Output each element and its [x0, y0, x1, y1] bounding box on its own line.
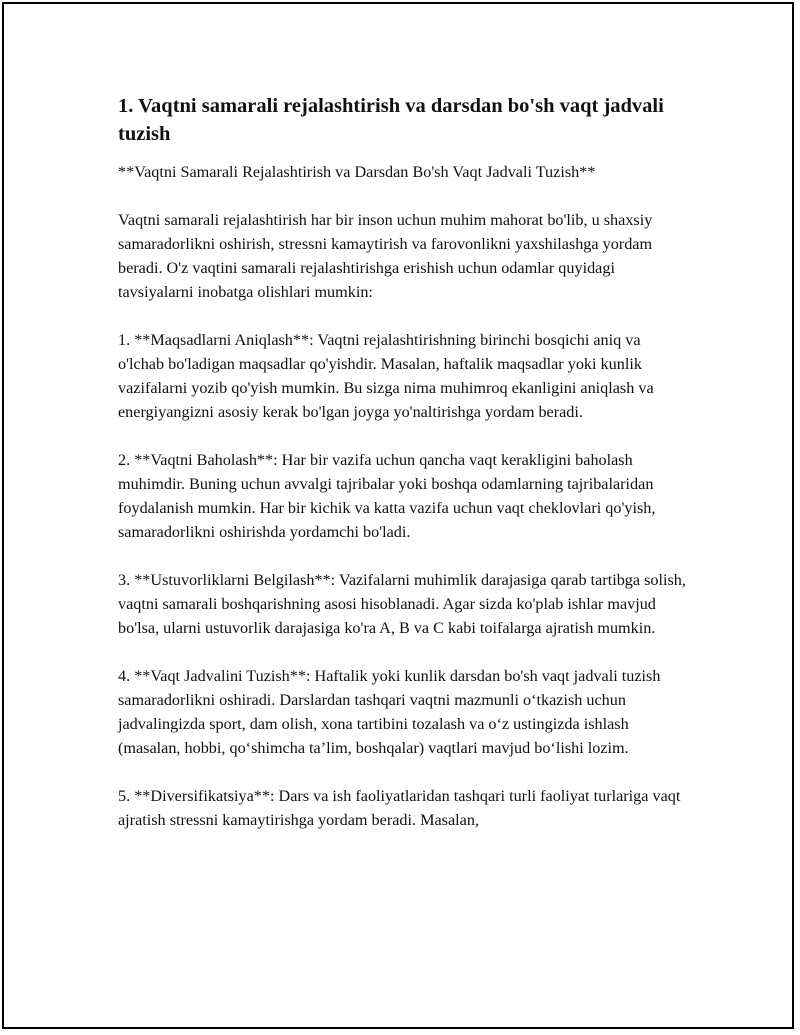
paragraph-diversifikatsiya: 5. **Diversifikatsiya**: Dars va ish faoliyatlaridan tashqari turli faoliyat turlariga vaqt ajratish stressni kamaytirishga yordam beradi. Masalan, [118, 787, 681, 829]
paragraph-vaqtni-baholash: 2. **Vaqtni Baholash**: Har bir vazifa uchun qancha vaqt kerakligini baholash muhimdir. Buning uchun avvalgi tajribalar yoki boshqa odamlarning tajribalaridan foydalanish mumkin. Har bir kichik va katta vazifa uchun vaqt cheklovlari qo'yish, samaradorlikni oshirishda yordamchi bo'ladi. [118, 451, 656, 541]
document-title: 1. Vaqtni samarali rejalashtirish va darsdan bo'sh vaqt jadvali tuzish [118, 95, 664, 145]
paragraph-ustuvorliklarni-belgilash: 3. **Ustuvorliklarni Belgilash**: Vazifalarni muhimlik darajasiga qarab tartibga solish, vaqtni samarali boshqarishning asosi hisoblanadi. Agar sizda ko'plab ishlar mavjud bo'lsa, ularni ustuvorlik darajasiga ko'ra A, B va C kabi toifalarga ajratish mumkin. [118, 571, 686, 637]
paragraph-vaqt-jadvalini-tuzish: 4. **Vaqt Jadvalini Tuzish**: Haftalik yoki kunlik darsdan bo'sh vaqt jadvali tuzish samaradorlikni oshiradi. Darslardan tashqari vaqtni mazmunli o‘tkazish uchun jadvalingizda sport, dam olish, xona tartibini tozalash va o‘z ustingizda ishlash (masalan, hobbi, qo‘shimcha ta’lim, boshqalar) vaqtlari mavjud bo‘lishi lozim. [118, 667, 661, 757]
paragraph-maqsadlarni-aniqlash: 1. **Maqsadlarni Aniqlash**: Vaqtni rejalashtirishning birinchi bosqichi aniq va o'lchab bo'ladigan maqsadlar qo'yishdir. Masalan, haftalik maqsadlar yoki kunlik vazifalarni yozib qo'yish mumkin. Bu sizga nima muhimroq ekanligini aniqlash va energiyangizni asosiy kerak bo'lgan joyga yo'naltirishga yordam beradi. [118, 331, 654, 421]
document-subtitle: **Vaqtni Samarali Rejalashtirish va Darsdan Bo'sh Vaqt Jadvali Tuzish** [118, 163, 596, 181]
intro-paragraph: Vaqtni samarali rejalashtirish har bir inson uchun muhim mahorat bo'lib, u shaxsiy samaradorlikni oshirish, stressni kamaytirish va farovonlikni yaxshilashga yordam beradi. O'z vaqtini samarali rejalashtirishga erishish uchun odamlar quyidagi tavsiyalarni inobatga olishlari mumkin: [118, 211, 653, 301]
document-body [118, 92, 690, 856]
